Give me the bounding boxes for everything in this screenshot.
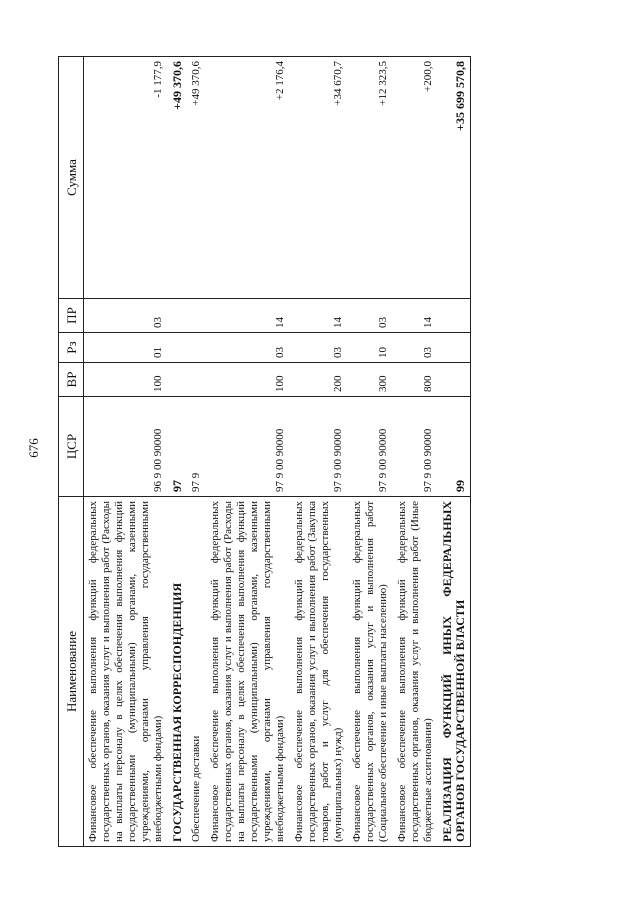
- row-csr: 99: [438, 397, 471, 497]
- page-number: 676: [26, 438, 41, 458]
- row-sum: +200,0: [393, 57, 438, 299]
- header-row: [59, 57, 84, 847]
- row-rz: 03: [206, 333, 290, 363]
- row-pr: 14: [206, 299, 290, 333]
- row-sum: +12 323,5: [348, 57, 393, 299]
- row-name: Финансовое обеспечение выполнения функций федеральных государственных органов, оказания услуг и выполнения работ (Расходы на выплаты персоналу в целях обеспечения выполнения функций государственными (муниципальными) органами, казенными учреждениями, органами управления государственными внебюджетными фондами): [206, 497, 290, 847]
- row-sum: +34 670,7: [290, 57, 348, 299]
- header-sum: Сумма: [59, 57, 84, 299]
- row-vr: 800: [393, 363, 438, 397]
- row-rz: [187, 333, 206, 363]
- row-name: ГОСУДАРСТВЕННАЯ КОРРЕСПОНДЕНЦИЯ: [168, 497, 187, 847]
- row-csr: 97 9 00 90000: [348, 397, 393, 497]
- header-pr: ПР: [59, 299, 84, 333]
- row-sum: +49 370,6: [168, 57, 187, 299]
- row-vr: [187, 363, 206, 397]
- row-rz: 03: [290, 333, 348, 363]
- table-row: [348, 57, 393, 847]
- row-name: Финансовое обеспечение выполнения функций федеральных государственных органов, оказания услуг и выполнения работ (Социальное обеспечение и иные выплаты населению): [348, 497, 393, 847]
- table-row: [206, 57, 290, 847]
- table-row: [84, 57, 169, 847]
- row-pr: 14: [393, 299, 438, 333]
- row-rz: [168, 333, 187, 363]
- row-vr: 100: [84, 363, 169, 397]
- row-name: Финансовое обеспечение выполнения функций федеральных государственных органов, оказания услуг и выполнения работ (Закупка товаров, работ и услуг для обеспечения государственных (муниципальных) нужд): [290, 497, 348, 847]
- row-csr: 96 9 00 90000: [84, 397, 169, 497]
- row-csr: 97 9 00 90000: [206, 397, 290, 497]
- row-pr: [438, 299, 471, 333]
- row-rz: 03: [393, 333, 438, 363]
- row-rz: 01: [84, 333, 169, 363]
- row-rz: 10: [348, 333, 393, 363]
- budget-table: [58, 56, 471, 847]
- row-sum: -1 177,9: [84, 57, 169, 299]
- table-row: [187, 57, 206, 847]
- row-vr: [438, 363, 471, 397]
- row-sum: +49 370,6: [187, 57, 206, 299]
- table-row-section: [438, 57, 471, 847]
- row-rz: [438, 333, 471, 363]
- row-csr: 97 9 00 90000: [290, 397, 348, 497]
- header-csr: ЦСР: [59, 397, 84, 497]
- table-row-section: [168, 57, 187, 847]
- row-vr: [168, 363, 187, 397]
- row-pr: 14: [290, 299, 348, 333]
- row-csr: 97 9: [187, 397, 206, 497]
- header-vr: ВР: [59, 363, 84, 397]
- row-pr: 03: [84, 299, 169, 333]
- header-name: Наименование: [59, 497, 84, 847]
- header-rz: Рз: [59, 333, 84, 363]
- row-sum: +35 699 570,8: [438, 57, 471, 299]
- row-pr: [187, 299, 206, 333]
- row-name: Финансовое обеспечение выполнения функций федеральных государственных органов, оказания услуг и выполнения работ (Иные бюджетные ассигнования): [393, 497, 438, 847]
- row-csr: 97 9 00 90000: [393, 397, 438, 497]
- row-vr: 100: [206, 363, 290, 397]
- row-pr: [168, 299, 187, 333]
- row-pr: 03: [348, 299, 393, 333]
- table-row: [290, 57, 348, 847]
- row-vr: 300: [348, 363, 393, 397]
- table-row: [393, 57, 438, 847]
- row-csr: 97: [168, 397, 187, 497]
- row-name: Финансовое обеспечение выполнения функций федеральных государственных органов, оказания услуг и выполнения работ (Расходы на выплаты персоналу в целях обеспечения выполнения функций государственными (муниципальными) органами, казенными учреждениями, органами управления государственными внебюджетными фондами): [84, 497, 169, 847]
- row-name: Обеспечение доставки: [187, 497, 206, 847]
- row-sum: +2 176,4: [206, 57, 290, 299]
- row-name: РЕАЛИЗАЦИЯ ФУНКЦИЙ ИНЫХ ФЕДЕРАЛЬНЫХ ОРГАНОВ ГОСУДАРСТВЕННОЙ ВЛАСТИ: [438, 497, 471, 847]
- row-vr: 200: [290, 363, 348, 397]
